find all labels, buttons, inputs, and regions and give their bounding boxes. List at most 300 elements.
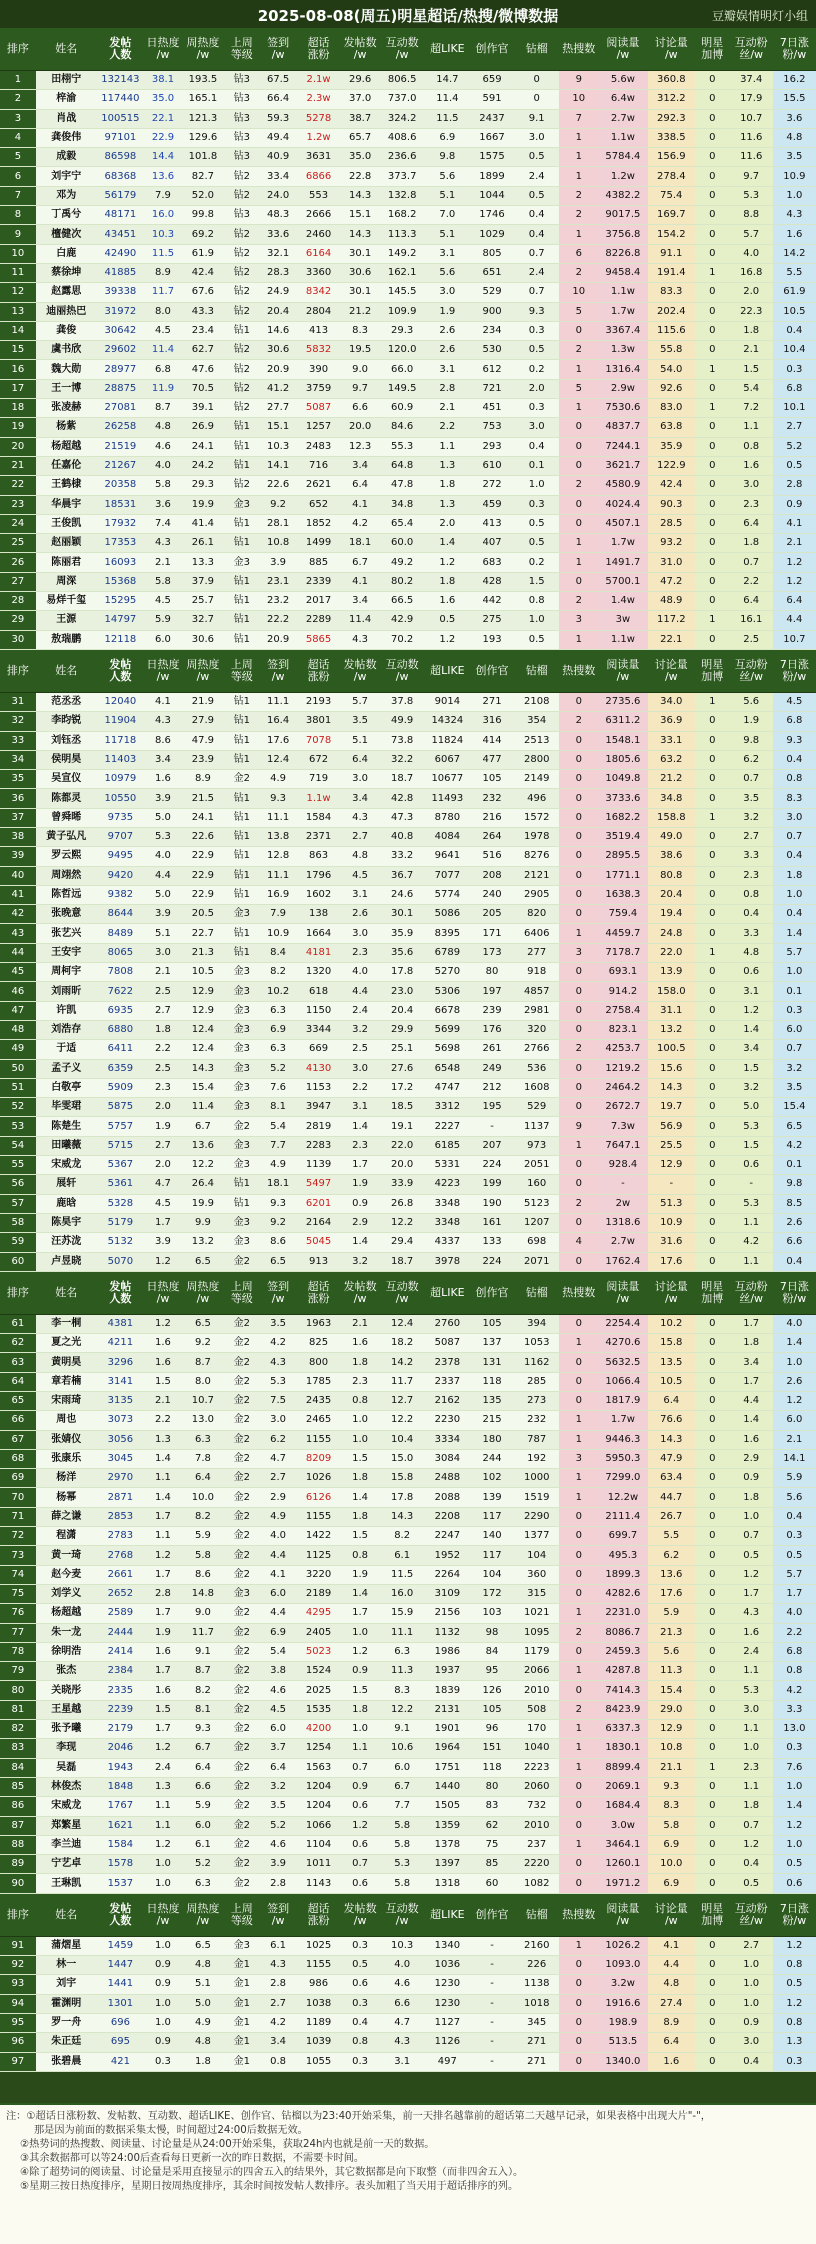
star-fans-cell: 0 — [695, 341, 730, 360]
diamond-cell: 0.8 — [514, 592, 559, 611]
rank-cell: 84 — [0, 1758, 36, 1777]
rank-cell: 97 — [0, 2052, 36, 2071]
header-row — [0, 1271, 816, 1314]
rank-cell: 42 — [0, 905, 36, 924]
table-row — [0, 399, 816, 418]
interact-cell: 145.5 — [380, 283, 425, 302]
last-level-cell: 金2 — [224, 1546, 260, 1565]
rank-cell: 12 — [0, 283, 36, 302]
discussion-cell: 10.8 — [648, 1739, 695, 1758]
post-people-cell: 18531 — [97, 495, 144, 514]
week7-cell: 4.5 — [773, 692, 816, 711]
super-fans-cell: 618 — [296, 982, 340, 1001]
interact-fans-cell: 2.4 — [730, 1642, 773, 1661]
post-people-cell: 97101 — [97, 128, 144, 147]
week7-cell: 6.8 — [773, 712, 816, 731]
header-interact: 互动数 /w — [380, 1271, 425, 1314]
diamond-cell: 9.1 — [514, 109, 559, 128]
reading-cell: 699.7 — [598, 1527, 647, 1546]
header-week7: 7日涨 粉/w — [773, 1893, 816, 1936]
rank-cell: 56 — [0, 1175, 36, 1194]
interact-cell: 36.7 — [380, 866, 425, 885]
table-row — [0, 1874, 816, 1893]
name-cell: 白敬亭 — [36, 1078, 97, 1097]
star-fans-cell: 0 — [695, 1700, 730, 1719]
checkin-cell: 9.3 — [260, 789, 297, 808]
name-cell: 丁禹兮 — [36, 206, 97, 225]
posts-cell: 1.8 — [341, 1469, 380, 1488]
discussion-cell: 26.7 — [648, 1507, 695, 1526]
table-row — [0, 1078, 816, 1097]
super-like-cell: 1986 — [425, 1642, 470, 1661]
header-posts: 发帖数 /w — [341, 1271, 380, 1314]
reading-cell: 4837.7 — [598, 418, 647, 437]
discussion-cell: 28.5 — [648, 514, 695, 533]
super-like-cell: 3084 — [425, 1449, 470, 1468]
posts-cell: 1.4 — [341, 1584, 380, 1603]
posts-cell: 4.4 — [341, 982, 380, 1001]
week-heat-cell: 10.7 — [182, 1392, 224, 1411]
week7-cell: 5.7 — [773, 1565, 816, 1584]
reading-cell: 8226.8 — [598, 244, 647, 263]
header-discussion: 讨论量 /w — [648, 1893, 695, 1936]
interact-cell: 7.7 — [380, 1797, 425, 1816]
week-heat-cell: 5.0 — [182, 1994, 224, 2013]
star-fans-cell: 0 — [695, 1739, 730, 1758]
creator-cell: 477 — [470, 750, 514, 769]
discussion-cell: 54.0 — [648, 360, 695, 379]
week7-cell: 4.2 — [773, 1136, 816, 1155]
interact-cell: 373.7 — [380, 167, 425, 186]
last-level-cell: 钻1 — [224, 712, 260, 731]
hot-search-cell: 1 — [559, 924, 598, 943]
creator-cell: 1044 — [470, 186, 514, 205]
table-row — [0, 1994, 816, 2013]
checkin-cell: 66.4 — [260, 90, 297, 109]
super-like-cell: 1.1 — [425, 437, 470, 456]
discussion-cell: 10.9 — [648, 1213, 695, 1232]
week-heat-cell: 22.9 — [182, 847, 224, 866]
posts-cell: 3.0 — [341, 924, 380, 943]
posts-cell: 15.1 — [341, 206, 380, 225]
day-heat-cell: 1.9 — [144, 1117, 182, 1136]
interact-fans-cell: 0.8 — [730, 437, 773, 456]
rank-cell: 70 — [0, 1488, 36, 1507]
table-row — [0, 553, 816, 572]
rank-cell: 68 — [0, 1449, 36, 1468]
super-like-cell: 6.9 — [425, 128, 470, 147]
table-row — [0, 924, 816, 943]
super-like-cell: 2131 — [425, 1700, 470, 1719]
day-heat-cell: 1.1 — [144, 1816, 182, 1835]
post-people-cell: 3135 — [97, 1392, 144, 1411]
rank-cell: 76 — [0, 1604, 36, 1623]
week-heat-cell: 10.5 — [182, 963, 224, 982]
week-heat-cell: 6.7 — [182, 1117, 224, 1136]
hot-search-cell: 0 — [559, 1353, 598, 1372]
checkin-cell: 0.8 — [260, 2052, 297, 2071]
discussion-cell: 292.3 — [648, 109, 695, 128]
reading-cell: 3519.4 — [598, 827, 647, 846]
table-row — [0, 341, 816, 360]
interact-fans-cell: 2.3 — [730, 866, 773, 885]
star-fans-cell: 0 — [695, 1469, 730, 1488]
posts-cell: 2.3 — [341, 943, 380, 962]
rank-cell: 14 — [0, 321, 36, 340]
super-fans-cell: 1150 — [296, 1001, 340, 1020]
creator-cell: 224 — [470, 1156, 514, 1175]
week-heat-cell: 82.7 — [182, 167, 224, 186]
creator-cell: 197 — [470, 982, 514, 1001]
day-heat-cell: 11.4 — [144, 341, 182, 360]
table-row — [0, 456, 816, 475]
posts-cell: 30.1 — [341, 244, 380, 263]
rank-cell: 30 — [0, 630, 36, 649]
header-checkin: 签到 /w — [260, 1271, 297, 1314]
name-cell: 周柯宇 — [36, 963, 97, 982]
week7-cell: 1.0 — [773, 186, 816, 205]
discussion-cell: 10.2 — [648, 1314, 695, 1333]
last-level-cell: 钻1 — [224, 572, 260, 591]
rank-cell: 95 — [0, 2013, 36, 2032]
name-cell: 宁艺卓 — [36, 1855, 97, 1874]
checkin-cell: 12.8 — [260, 847, 297, 866]
super-like-cell: 1952 — [425, 1546, 470, 1565]
day-heat-cell: 1.7 — [144, 1662, 182, 1681]
super-like-cell: 9.8 — [425, 148, 470, 167]
creator-cell: 126 — [470, 1681, 514, 1700]
checkin-cell: 28.3 — [260, 263, 297, 282]
name-cell: 吴磊 — [36, 1758, 97, 1777]
interact-fans-cell: 5.3 — [730, 1194, 773, 1213]
table-row — [0, 692, 816, 711]
super-like-cell: 2208 — [425, 1507, 470, 1526]
super-fans-cell: 825 — [296, 1334, 340, 1353]
hot-search-cell: 7 — [559, 109, 598, 128]
rank-cell: 77 — [0, 1623, 36, 1642]
star-fans-cell: 0 — [695, 1252, 730, 1271]
name-cell: 田栩宁 — [36, 71, 97, 90]
header-interact-fans: 互动粉 丝/w — [730, 1271, 773, 1314]
week-heat-cell: 13.3 — [182, 553, 224, 572]
interact-fans-cell: 3.0 — [730, 2033, 773, 2052]
reading-cell: 3733.6 — [598, 789, 647, 808]
diamond-cell: 1207 — [514, 1213, 559, 1232]
discussion-cell: 278.4 — [648, 167, 695, 186]
table-row — [0, 905, 816, 924]
reading-cell: 7299.0 — [598, 1469, 647, 1488]
name-cell: 毕雯珺 — [36, 1098, 97, 1117]
hot-search-cell: 1 — [559, 1411, 598, 1430]
star-fans-cell: 0 — [695, 572, 730, 591]
week7-cell: 1.2 — [773, 1816, 816, 1835]
header-week-heat: 周热度 /w — [182, 28, 224, 71]
header-name: 姓名 — [36, 1893, 97, 1936]
star-fans-cell: 1 — [695, 263, 730, 282]
reading-cell: 914.2 — [598, 982, 647, 1001]
super-fans-cell: 1204 — [296, 1777, 340, 1796]
diamond-cell: 0.4 — [514, 206, 559, 225]
super-like-cell: 2760 — [425, 1314, 470, 1333]
week-heat-cell: 26.4 — [182, 1175, 224, 1194]
star-fans-cell: 0 — [695, 592, 730, 611]
discussion-cell: 27.4 — [648, 1994, 695, 2013]
post-people-cell: 8644 — [97, 905, 144, 924]
post-people-cell: 3141 — [97, 1372, 144, 1391]
name-cell: 卢昱晓 — [36, 1252, 97, 1271]
name-cell: 黄明昊 — [36, 1353, 97, 1372]
hot-search-cell: 0 — [559, 1956, 598, 1975]
name-cell: 蔡徐坤 — [36, 263, 97, 282]
week7-cell: 9.3 — [773, 731, 816, 750]
last-level-cell: 钻1 — [224, 692, 260, 711]
table-row — [0, 1314, 816, 1333]
interact-cell: 4.7 — [380, 2013, 425, 2032]
week7-cell: 4.2 — [773, 1681, 816, 1700]
checkin-cell: 14.6 — [260, 321, 297, 340]
week-heat-cell: 101.8 — [182, 148, 224, 167]
week-heat-cell: 47.6 — [182, 360, 224, 379]
diamond-cell: 2010 — [514, 1681, 559, 1700]
star-fans-cell: 1 — [695, 1758, 730, 1777]
posts-cell: 2.9 — [341, 1213, 380, 1232]
day-heat-cell: 1.2 — [144, 1252, 182, 1271]
table-row — [0, 437, 816, 456]
header-interact-fans: 互动粉 丝/w — [730, 649, 773, 692]
footnotes — [0, 2103, 816, 2244]
diamond-cell: 271 — [514, 2052, 559, 2071]
day-heat-cell: 11.7 — [144, 283, 182, 302]
last-level-cell: 金2 — [224, 1469, 260, 1488]
creator-cell: 195 — [470, 1098, 514, 1117]
super-fans-cell: 863 — [296, 847, 340, 866]
header-post-people: 发帖 人数 — [97, 1893, 144, 1936]
super-fans-cell: 2405 — [296, 1623, 340, 1642]
posts-cell: 1.8 — [341, 1700, 380, 1719]
super-like-cell: 1.2 — [425, 553, 470, 572]
week-heat-cell: 42.4 — [182, 263, 224, 282]
diamond-cell: 787 — [514, 1430, 559, 1449]
post-people-cell: 27081 — [97, 399, 144, 418]
name-cell: 宋威龙 — [36, 1797, 97, 1816]
interact-cell: 408.6 — [380, 128, 425, 147]
diamond-cell: 2010 — [514, 1816, 559, 1835]
super-fans-cell: 2283 — [296, 1136, 340, 1155]
header-reading: 阅读量 /w — [598, 1893, 647, 1936]
header-name: 姓名 — [36, 1271, 97, 1314]
posts-cell: 19.5 — [341, 341, 380, 360]
name-cell: 霍渊明 — [36, 1994, 97, 2013]
posts-cell: 3.4 — [341, 456, 380, 475]
super-like-cell: 3348 — [425, 1194, 470, 1213]
name-cell: 罗一舟 — [36, 2013, 97, 2032]
super-fans-cell: 1796 — [296, 866, 340, 885]
interact-cell: 18.5 — [380, 1098, 425, 1117]
name-cell: 林俊杰 — [36, 1777, 97, 1796]
day-heat-cell: 4.5 — [144, 1194, 182, 1213]
reading-cell: 9017.5 — [598, 206, 647, 225]
discussion-cell: 83.0 — [648, 399, 695, 418]
super-fans-cell: 4130 — [296, 1059, 340, 1078]
rank-cell: 60 — [0, 1252, 36, 1271]
post-people-cell: 21267 — [97, 456, 144, 475]
checkin-cell: 6.9 — [260, 1623, 297, 1642]
day-heat-cell: 0.9 — [144, 1975, 182, 1994]
hot-search-cell: 0 — [559, 1855, 598, 1874]
interact-fans-cell: 1.5 — [730, 1059, 773, 1078]
table-row — [0, 476, 816, 495]
week-heat-cell: 22.9 — [182, 885, 224, 904]
name-cell: 王俊凯 — [36, 514, 97, 533]
week7-cell: 6.5 — [773, 1117, 816, 1136]
day-heat-cell: 8.7 — [144, 399, 182, 418]
discussion-cell: 4.8 — [648, 1975, 695, 1994]
reading-cell: 1805.6 — [598, 750, 647, 769]
hot-search-cell: 5 — [559, 302, 598, 321]
checkin-cell: 13.8 — [260, 827, 297, 846]
star-fans-cell: 0 — [695, 866, 730, 885]
interact-cell: 9.1 — [380, 1720, 425, 1739]
posts-cell: 0.6 — [341, 1835, 380, 1854]
week7-cell: 9.8 — [773, 1175, 816, 1194]
reading-cell: 2758.4 — [598, 1001, 647, 1020]
discussion-cell: 12.9 — [648, 1720, 695, 1739]
super-fans-cell: 5045 — [296, 1233, 340, 1252]
week7-cell: 0.4 — [773, 321, 816, 340]
super-fans-cell: 3631 — [296, 148, 340, 167]
interact-cell: 324.2 — [380, 109, 425, 128]
day-heat-cell: 1.4 — [144, 1488, 182, 1507]
reading-cell: 5700.1 — [598, 572, 647, 591]
diamond-cell: 0.5 — [514, 514, 559, 533]
star-fans-cell: 0 — [695, 1623, 730, 1642]
star-fans-cell: 0 — [695, 1098, 730, 1117]
checkin-cell: 2.7 — [260, 1469, 297, 1488]
creator-cell: 721 — [470, 379, 514, 398]
day-heat-cell: 1.2 — [144, 1835, 182, 1854]
rank-cell: 89 — [0, 1855, 36, 1874]
interact-fans-cell: 1.8 — [730, 534, 773, 553]
table-row — [0, 1604, 816, 1623]
diamond-cell: 536 — [514, 1059, 559, 1078]
super-fans-cell: 2017 — [296, 592, 340, 611]
star-fans-cell: 0 — [695, 1956, 730, 1975]
star-fans-cell: 0 — [695, 1565, 730, 1584]
interact-fans-cell: 4.3 — [730, 1604, 773, 1623]
week7-cell: 6.8 — [773, 1642, 816, 1661]
day-heat-cell: 1.2 — [144, 1546, 182, 1565]
super-like-cell: 4337 — [425, 1233, 470, 1252]
posts-cell: 0.7 — [341, 1855, 380, 1874]
posts-cell: 4.1 — [341, 495, 380, 514]
week7-cell: 10.4 — [773, 341, 816, 360]
hot-search-cell: 1 — [559, 1720, 598, 1739]
rank-cell: 43 — [0, 924, 36, 943]
super-like-cell: 1359 — [425, 1816, 470, 1835]
day-heat-cell: 4.1 — [144, 692, 182, 711]
week7-cell: 0.1 — [773, 982, 816, 1001]
super-like-cell: 5087 — [425, 1334, 470, 1353]
super-like-cell: 1.4 — [425, 534, 470, 553]
posts-cell: 0.3 — [341, 1936, 380, 1955]
week7-cell: 2.6 — [773, 1372, 816, 1391]
discussion-cell: 5.9 — [648, 1604, 695, 1623]
interact-cell: 8.3 — [380, 1681, 425, 1700]
discussion-cell: 11.3 — [648, 1662, 695, 1681]
diamond-cell: 315 — [514, 1584, 559, 1603]
hot-search-cell: 0 — [559, 1527, 598, 1546]
reading-cell: 513.5 — [598, 2033, 647, 2052]
posts-cell: 4.3 — [341, 808, 380, 827]
super-like-cell: 3978 — [425, 1252, 470, 1271]
checkin-cell: 40.9 — [260, 148, 297, 167]
day-heat-cell: 1.7 — [144, 1720, 182, 1739]
interact-fans-cell: 1.1 — [730, 418, 773, 437]
hot-search-cell: 0 — [559, 456, 598, 475]
last-level-cell: 金3 — [224, 495, 260, 514]
diamond-cell: 0.7 — [514, 244, 559, 263]
creator-cell: 137 — [470, 1334, 514, 1353]
interact-cell: 11.5 — [380, 1565, 425, 1584]
last-level-cell: 金1 — [224, 1975, 260, 1994]
super-like-cell: 14324 — [425, 712, 470, 731]
day-heat-cell: 1.7 — [144, 1604, 182, 1623]
interact-fans-cell: 1.2 — [730, 1565, 773, 1584]
week7-cell: 1.6 — [773, 225, 816, 244]
post-people-cell: 1441 — [97, 1975, 144, 1994]
star-fans-cell: 0 — [695, 731, 730, 750]
rank-cell: 28 — [0, 592, 36, 611]
name-cell: 徐明浩 — [36, 1642, 97, 1661]
week7-cell: 0.7 — [773, 1040, 816, 1059]
reading-cell: 1771.1 — [598, 866, 647, 885]
post-people-cell: 696 — [97, 2013, 144, 2032]
interact-fans-cell: 7.2 — [730, 399, 773, 418]
reading-cell: 1340.0 — [598, 2052, 647, 2071]
discussion-cell: 80.8 — [648, 866, 695, 885]
discussion-cell: 13.5 — [648, 1353, 695, 1372]
post-people-cell: 2871 — [97, 1488, 144, 1507]
last-level-cell: 金2 — [224, 1797, 260, 1816]
star-fans-cell: 0 — [695, 1584, 730, 1603]
checkin-cell: 23.1 — [260, 572, 297, 591]
creator-cell: - — [470, 2052, 514, 2071]
discussion-cell: 1.6 — [648, 2052, 695, 2071]
creator-cell: 207 — [470, 1136, 514, 1155]
checkin-cell: 16.9 — [260, 885, 297, 904]
header-discussion: 讨论量 /w — [648, 649, 695, 692]
day-heat-cell: 1.1 — [144, 1469, 182, 1488]
rank-cell: 4 — [0, 128, 36, 147]
discussion-cell: 13.9 — [648, 963, 695, 982]
creator-cell: 139 — [470, 1488, 514, 1507]
interact-cell: 80.2 — [380, 572, 425, 591]
post-people-cell: 100515 — [97, 109, 144, 128]
super-like-cell: 5331 — [425, 1156, 470, 1175]
name-cell: 薛之谦 — [36, 1507, 97, 1526]
diamond-cell: 0.3 — [514, 399, 559, 418]
week-heat-cell: 13.0 — [182, 1411, 224, 1430]
day-heat-cell: 6.8 — [144, 360, 182, 379]
reading-cell: 5950.3 — [598, 1449, 647, 1468]
post-people-cell: 11904 — [97, 712, 144, 731]
posts-cell: 6.4 — [341, 476, 380, 495]
interact-cell: 29.9 — [380, 1020, 425, 1039]
star-fans-cell: 0 — [695, 1078, 730, 1097]
interact-fans-cell: 0.7 — [730, 1816, 773, 1835]
header-super-fans: 超话 涨粉 — [296, 1893, 340, 1936]
post-people-cell: 6935 — [97, 1001, 144, 1020]
